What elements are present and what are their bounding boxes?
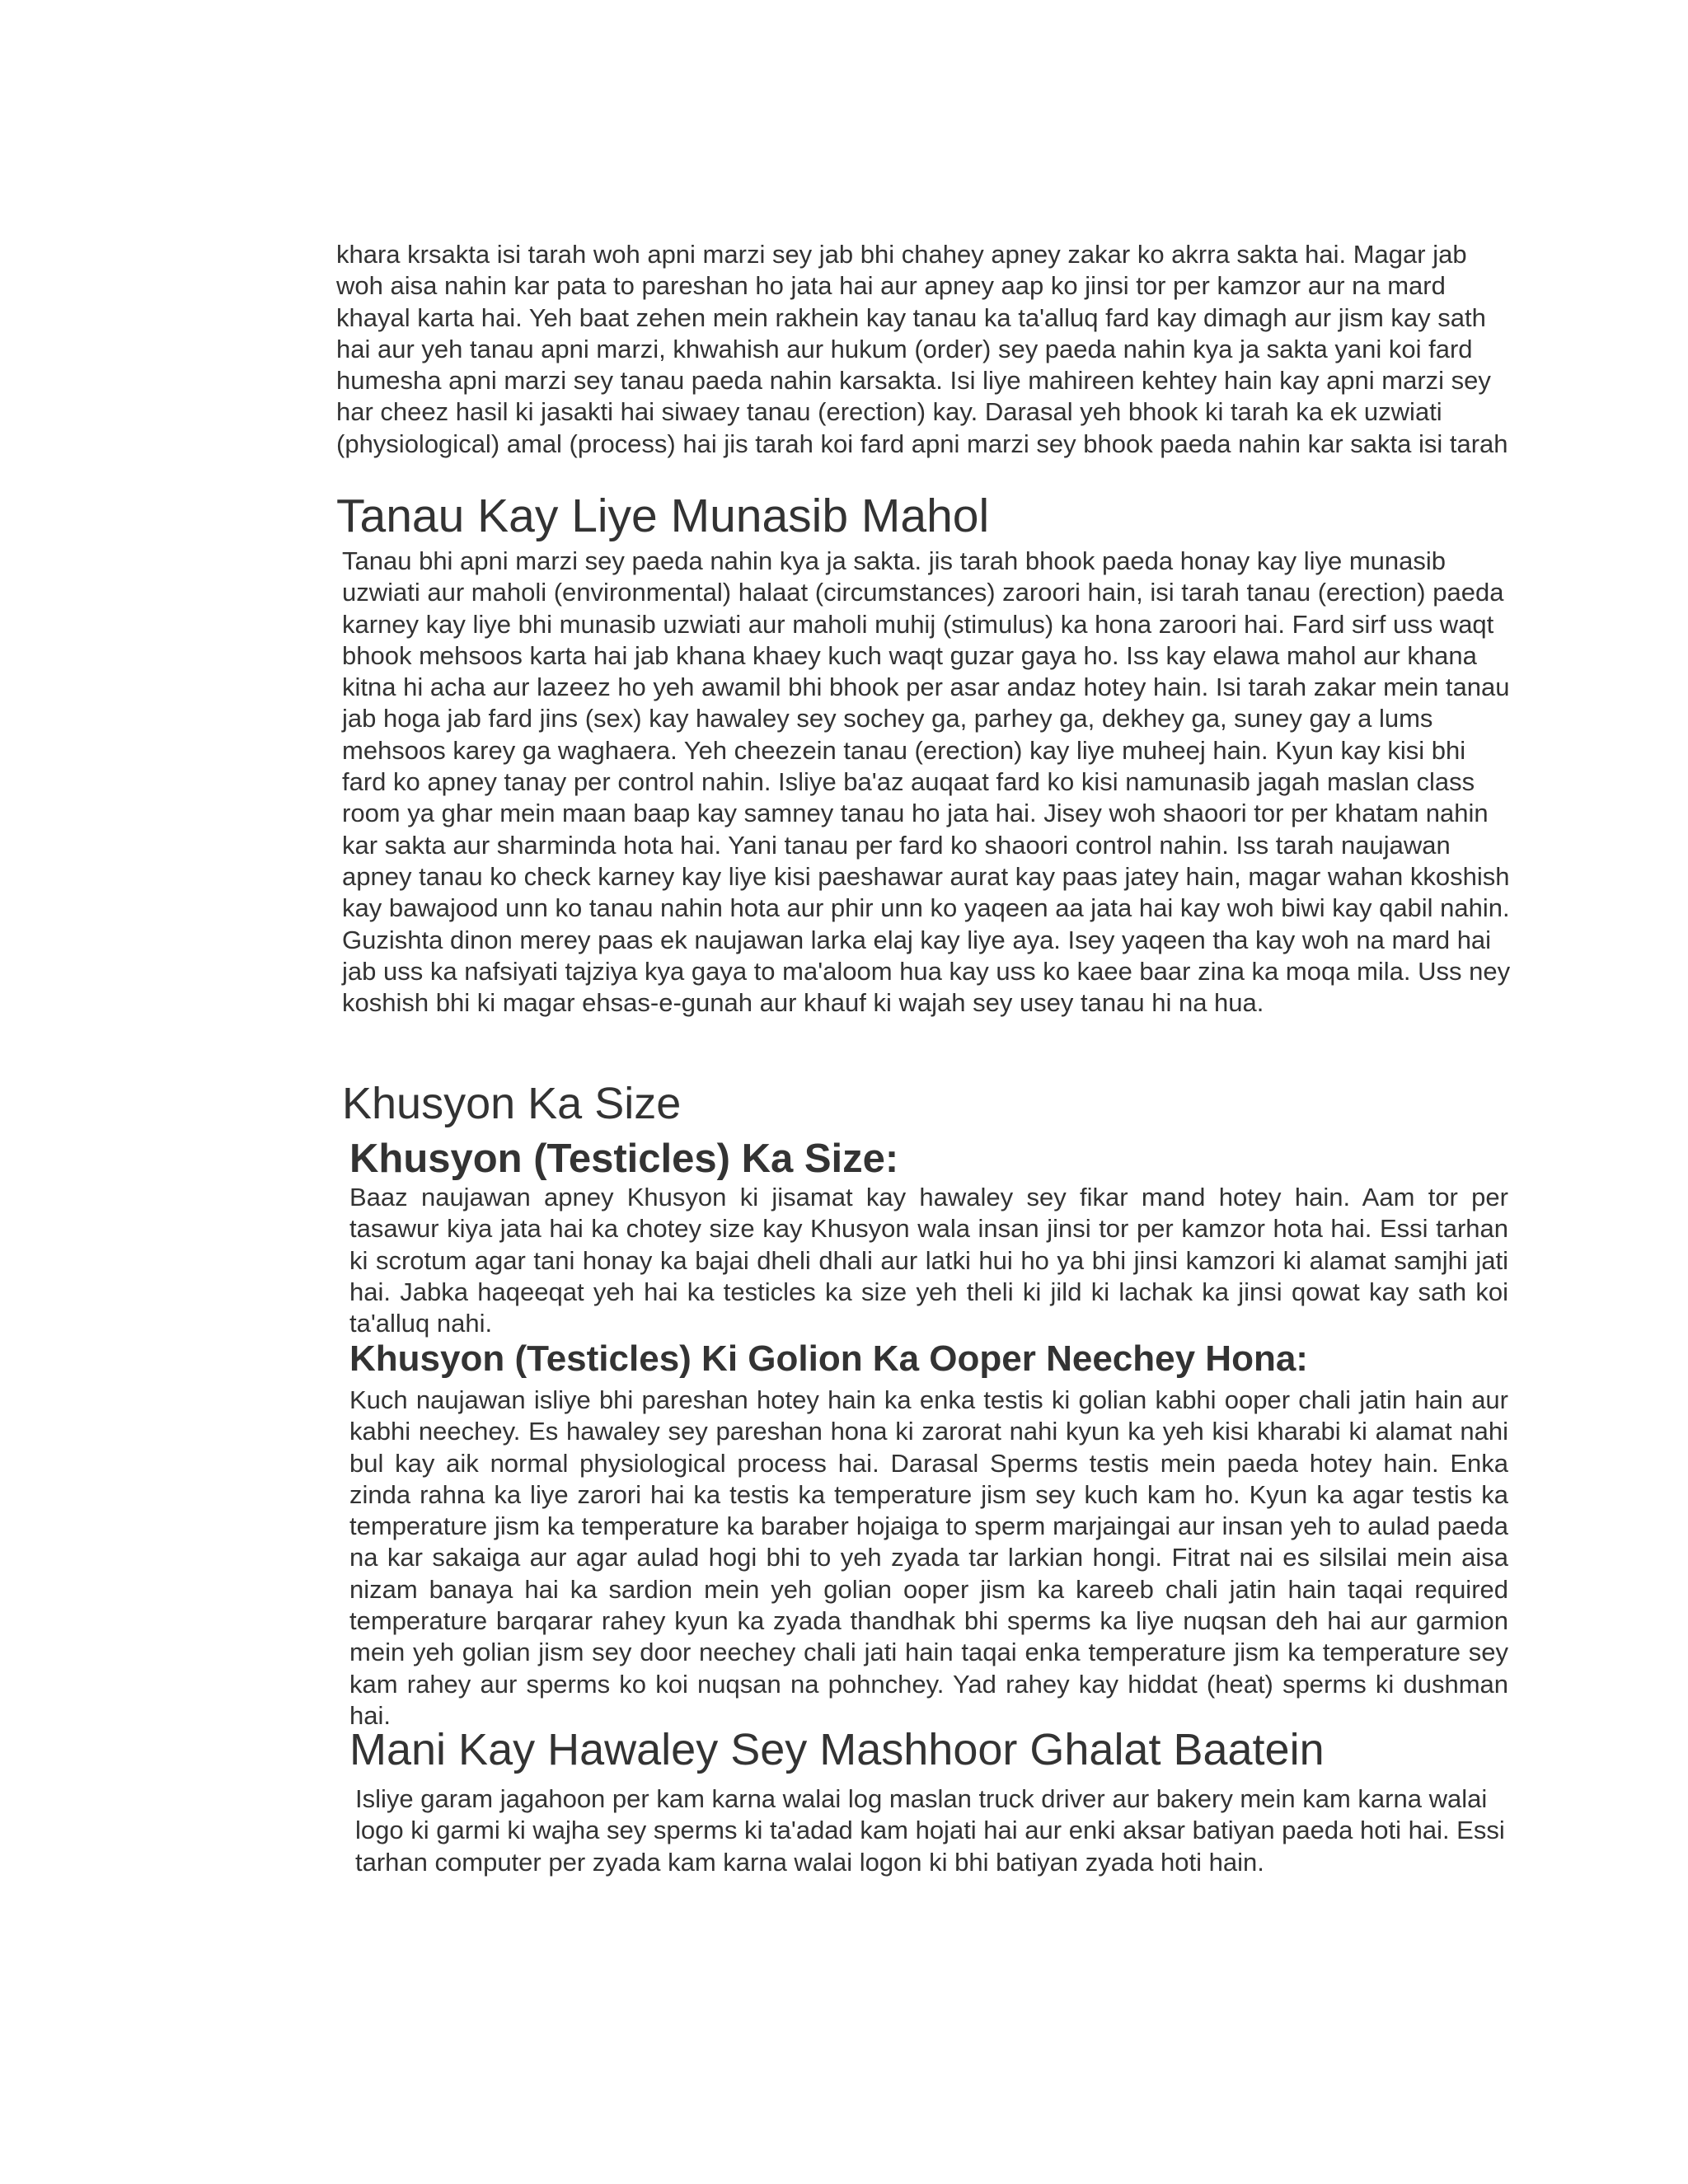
heading-khusyon-size: Khusyon Ka Size: [342, 1079, 682, 1128]
mahol-paragraph: Tanau bhi apni marzi sey paeda nahin kya ja sakta. jis tarah bhook paeda honay kay liye munasib uzwiati aur maholi (environmental) halaat (circumstances) zaroori hain, isi tarah tanau (erection) paeda karney kay liye bhi munasib uzwiati aur maholi muhij (stimulus) ka hona zaroori hai. Fard sirf uss waqt bhook mehsoos karta hai jab khana khaey kuch waqt guzar gaya ho. Iss kay elawa mahol aur khana kitna hi acha aur lazeez ho yeh awamil bhi bhook per asar andaz hotey hain. Isi tarah zakar mein tanau jab hoga jab fard jins (sex) kay hawaley sey sochey ga, parhey ga, dekhey ga, suney gay a lums mehsoos karey ga waghaera. Yeh cheezein tanau (erection) kay liye muheej hain. Kyun kay kisi bhi fard ko apney tanay per control nahin. Isliye ba'az auqaat fard ko kisi namunasib jagah maslan class room ya ghar mein maan baap kay samney tanau ho jata hai. Jisey woh shaoori tor per khatam nahin kar sakta aur sharminda hota hai. Yani tanau per fard ko shaoori control nahin. Iss tarah naujawan apney tanau ko check karney kay liye kisi paeshawar aurat kay paas jatey hain, magar wahan kkoshish kay bawajood unn ko tanau nahin hota aur phir unn ko yaqeen aa jata hai kay woh biwi kay qabil nahin. Guzishta dinon merey paas ek naujawan larka elaj kay liye aya. Isey yaqeen tha kay woh na mard hai jab uss ka nafsiyati tajziya kya gaya to ma'aloom hua kay uss ko kaee baar zina ka moqa mila. Uss ney koshish bhi ki magar ehsas-e-gunah aur khauf ki wajah sey usey tanau hi na hua.: [342, 546, 1511, 1018]
heading-tanau-mahol: Tanau Kay Liye Munasib Mahol: [336, 490, 990, 542]
heading-golion: Khusyon (Testicles) Ki Golion Ka Ooper Neechey Hona:: [349, 1338, 1308, 1379]
heading-testicles-size: Khusyon (Testicles) Ka Size:: [349, 1137, 899, 1181]
golion-paragraph: Kuch naujawan isliye bhi pareshan hotey hain ka enka testis ki golian kabhi ooper chali jatin hain aur kabhi neechey. Es hawaley sey pareshan hona ki zarorat nahi kyun ka yeh kisi kharabi ki alamat nahi bul kay aik normal physiological process hai. Darasal Sperms testis mein paeda hotey hain. Enka zinda rahna ka liye zarori hai ka testis ka temperature jism sey kuch kam ho. Kyun ka agar testis ka temperature jism ka temperature ka baraber hojaiga to sperm marjaingai aur insan yeh to aulad paeda na kar sakaiga aur agar aulad hogi bhi to yeh zyada tar larkian hongi. Fitrat nai es silsilai mein aisa nizam banaya hai ka sardion mein yeh golian ooper jism ka kareeb chali jatin hain taqai required temperature barqarar rahey kyun ka zyada thandhak bhi sperms ka liye nuqsan deh hai aur garmion mein yeh golian jism sey door neechey chali jati hain taqai enka temperature jism ka temperature sey kam rahey aur sperms ko koi nuqsan na pohnchey. Yad rahey kay hiddat (heat) sperms ki dushman hai.: [349, 1385, 1508, 1730]
intro-paragraph: khara krsakta isi tarah woh apni marzi sey jab bhi chahey apney zakar ko akrra sakta hai. Magar jab woh aisa nahin kar pata to pareshan ho jata hai aur apney aap ko jinsi tor per kamzor aur na mard khayal karta hai. Yeh baat zehen mein rakhein kay tanau ka ta'alluq fard kay dimagh aur jism kay sath hai aur yeh tanau apni marzi, khwahish aur hukum (order) sey paeda nahin kya ja sakta yani koi fard humesha apni marzi sey tanau paeda nahin karsakta. Isi liye mahireen kehtey hain kay apni marzi sey har cheez hasil ki jasakti hai siwaey tanau (erection) kay. Darasal yeh bhook ki tarah ka ek uzwiati (physiological) amal (process) hai jis tarah koi fard apni marzi sey bhook paeda nahin kar sakta isi tarah: [336, 240, 1508, 458]
size-paragraph: Baaz naujawan apney Khusyon ki jisamat kay hawaley sey fikar mand hotey hain. Aam tor per tasawur kiya jata hai ka chotey size kay Khusyon wala insan jinsi tor per kamzor hota hai. Essi tarhan ki scrotum agar tani honay ka bajai dheli dhali aur latki hui ho ya bhi jinsi kamzori ki alamat samjhi jati hai. Jabka haqeeqat yeh hai ka testicles ka size yeh theli ki jild ki lachak ka jinsi qowat kay sath koi ta'alluq nahi.: [349, 1183, 1508, 1338]
mani-paragraph: Isliye garam jagahoon per kam karna walai log maslan truck driver aur bakery mein kam karna walai logo ki garmi ki wajha sey sperms ki ta'adad kam hojati hai aur enki aksar batiyan paeda hoti hai. Essi tarhan computer per zyada kam karna walai logon ki bhi batiyan zyada hoti hain.: [355, 1784, 1505, 1877]
heading-mani: Mani Kay Hawaley Sey Mashhoor Ghalat Baatein: [349, 1725, 1325, 1774]
